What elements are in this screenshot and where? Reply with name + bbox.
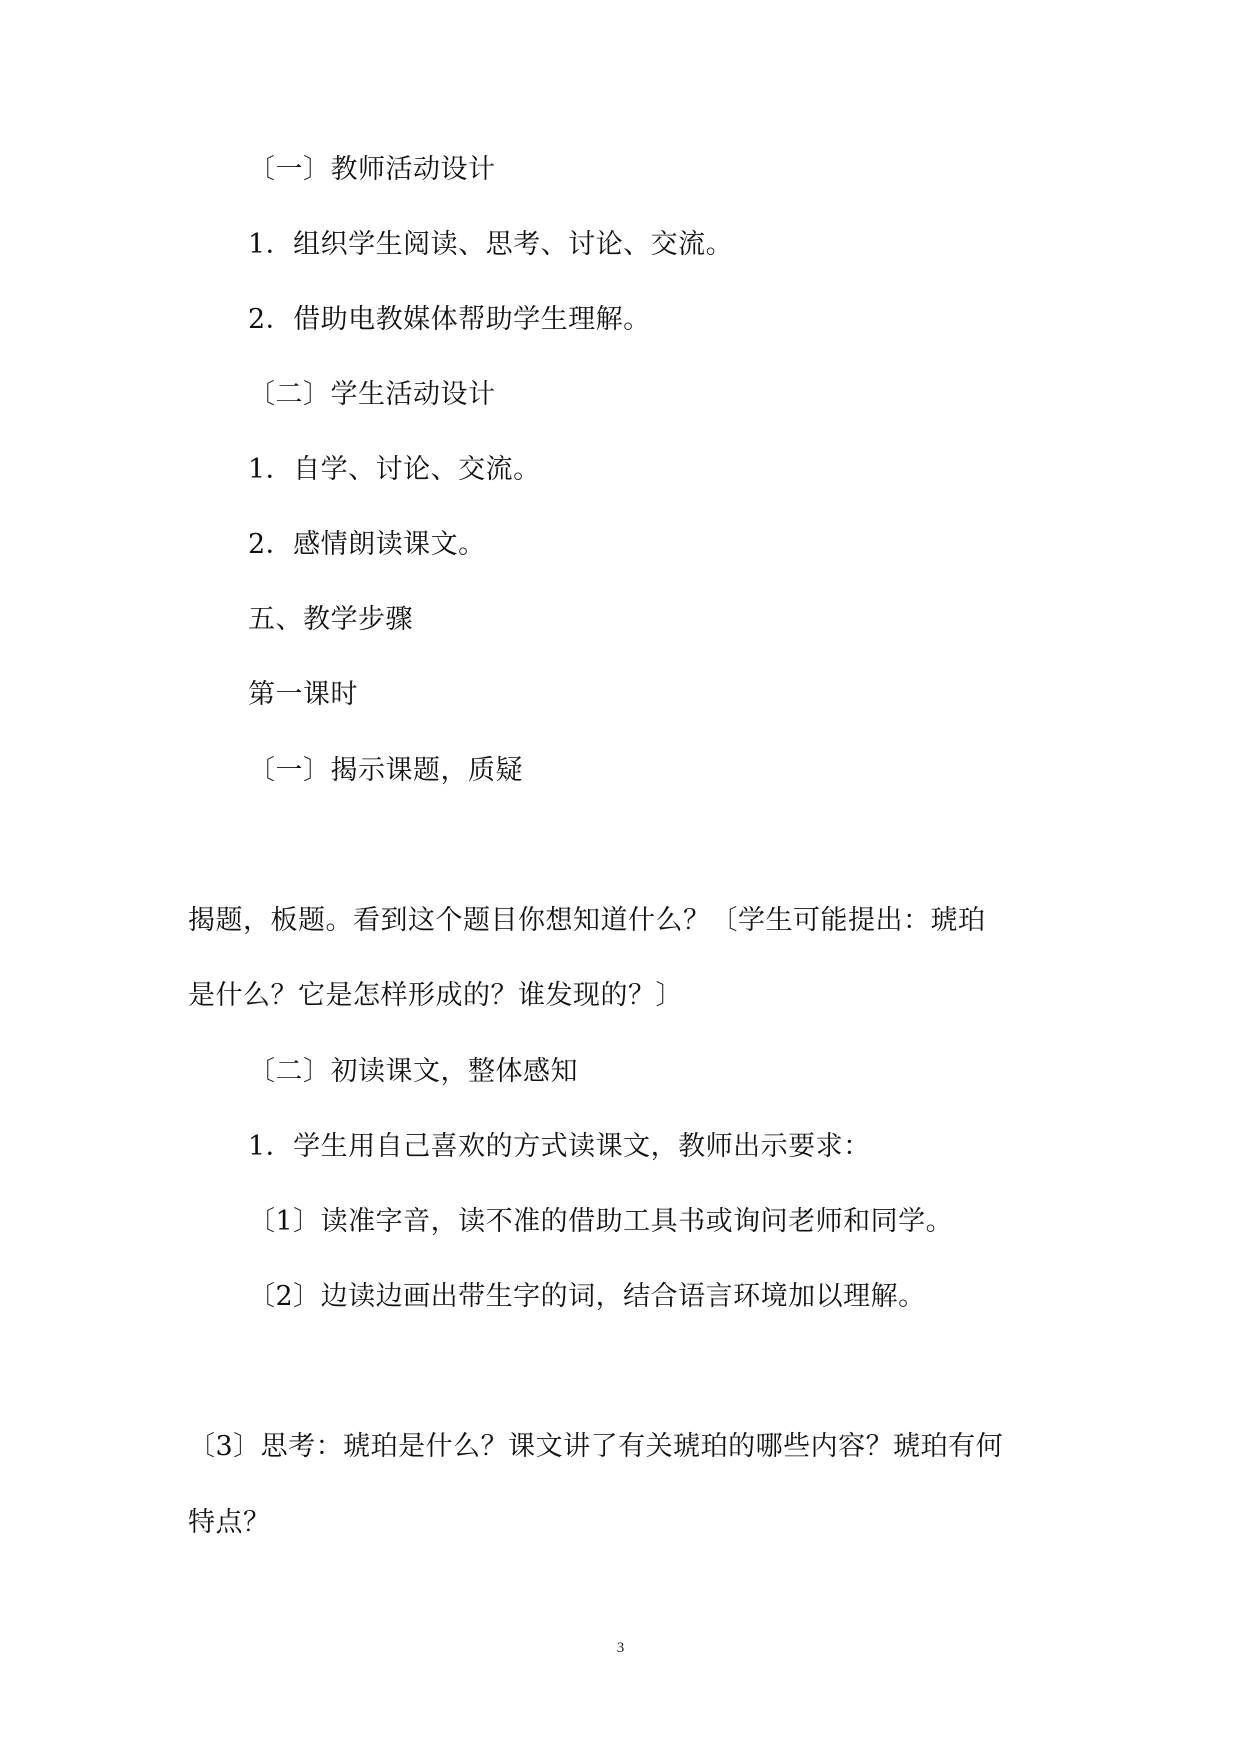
paragraph-line: 是什么？它是怎样形成的？谁发现的？〕: [188, 980, 683, 1011]
page-number: 3: [616, 1640, 625, 1656]
list-item: 2．借助电教媒体帮助学生理解。: [248, 304, 651, 335]
section-heading-teacher-activity: 〔一〕教师活动设计: [248, 154, 496, 185]
list-item: 1．自学、讨论、交流。: [248, 454, 541, 485]
list-item: 1．组织学生阅读、思考、讨论、交流。: [248, 229, 734, 260]
paragraph-line: 特点？: [188, 1507, 271, 1538]
subsection-heading: 〔二〕初读课文，整体感知: [248, 1056, 578, 1087]
section-heading-teaching-steps: 五、教学步骤: [248, 604, 413, 635]
list-item: 〔2〕边读边画出带生字的词，结合语言环境加以理解。: [248, 1281, 926, 1312]
list-item: 2．感情朗读课文。: [248, 529, 486, 560]
section-heading-student-activity: 〔二〕学生活动设计: [248, 379, 496, 410]
lesson-heading: 第一课时: [248, 679, 358, 710]
list-item: 1．学生用自己喜欢的方式读课文，教师出示要求：: [248, 1131, 871, 1162]
paragraph-line: 揭题，板题。看到这个题目你想知道什么？〔学生可能提出：琥珀: [188, 905, 986, 936]
list-item: 〔1〕读准字音，读不准的借助工具书或询问老师和同学。: [248, 1206, 954, 1237]
subsection-heading: 〔一〕揭示课题，质疑: [248, 755, 523, 786]
paragraph-line: 〔3〕思考：琥珀是什么？课文讲了有关琥珀的哪些内容？琥珀有何: [188, 1431, 1004, 1462]
